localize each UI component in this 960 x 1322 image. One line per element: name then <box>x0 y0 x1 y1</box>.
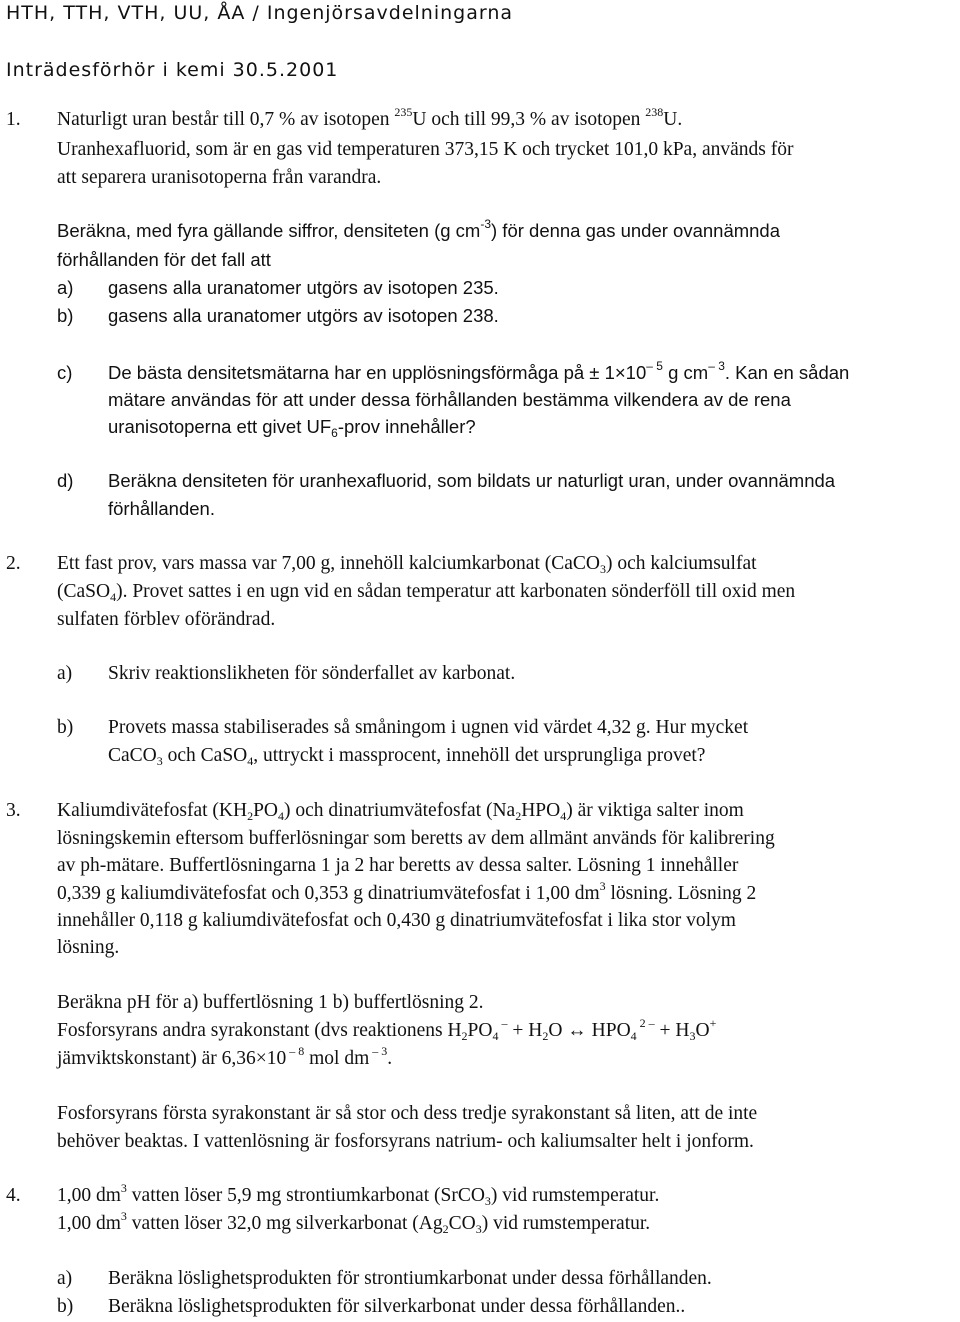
q3-constant-line: jämviktskonstant) är 6,36×10 $^{- 8}$ mol dm $^{- 3}$. <box>57 1044 393 1069</box>
header-exam-title: Inträdesförhör i kemi 30.5.2001 <box>6 59 339 81</box>
q2-a-text: Skriv reaktionslikheten för sönderfallet av karbonat. <box>108 663 516 684</box>
q4-line-1: 1,00 $dm^3$ vatten löser 5,9 mg strontiumkarbonat (SrCO$_3$) vid rumstemperatur. <box>57 1181 660 1208</box>
q1-b-text: gasens alla uranatomer utgörs av isotopen 238. <box>108 305 499 326</box>
q3-task: Beräkna pH för a) buffertlösning 1 b) buffertlösning 2. <box>57 992 484 1013</box>
q2-b-label: b) <box>57 717 74 738</box>
q1-c-line-1: De bästa densitetsmätarna har en upplösningsförmåga på ± $1\times 10^{- 5}$ g $cm^{- 3}$. Kan en sådan <box>108 359 850 383</box>
q1-number: 1. <box>6 109 21 130</box>
q1-line-3: att separera uranisotoperna från varandra. <box>57 167 382 188</box>
q2-line-3: sulfaten förblev oförändrad. <box>57 609 276 630</box>
q4-a-label: a) <box>57 1268 73 1289</box>
q3-line-3: av ph-mätare. Buffertlösningarna 1 ja 2 har beretts av dessa salter. Lösning 1 innehåller <box>57 855 739 876</box>
q4-b-text: Beräkna löslighetsprodukten för silverkarbonat under dessa förhållanden.. <box>108 1296 686 1317</box>
q3-line-4: 0,339 g kaliumdivätefosfat och 0,353 g dinatriumvätefosfat i 1,00 $dm^3$ lösning. Lösning 2 <box>57 879 757 904</box>
q2-number: 2. <box>6 553 21 574</box>
q2-line-1: Ett fast prov, vars massa var 7,00 g, innehöll kalciumkarbonat (CaCO$_3$) och kalciumsulfat <box>57 553 757 576</box>
q1-d-line-2: förhållanden. <box>108 498 215 519</box>
q2-a-label: a) <box>57 663 73 684</box>
q2-b-line-1: Provets massa stabiliserades så småningom i ugnen vid värdet 4,32 g. Hur mycket <box>108 717 749 738</box>
q1-d-label: d) <box>57 470 74 491</box>
header-departments: HTH, TTH, VTH, UU, ÅA / Ingenjörsavdelningarna <box>6 2 514 24</box>
q3-line-6: lösning. <box>57 937 120 958</box>
q1-d-line-1: Beräkna densiteten för uranhexafluorid, som bildats ur naturligt uran, under ovannämnda <box>108 470 836 491</box>
q3-line-1: Kaliumdivätefosfat $(KH_2PO_4)$ och dinatriumvätefosfat $(Na_2HPO_4)$ är viktiga salter inom <box>57 800 744 823</box>
q1-a-label: a) <box>57 277 74 298</box>
q3-note-line-1: Fosforsyrans första syrakonstant är så stor och dess tredje syrakonstant så liten, att de inte <box>57 1103 758 1124</box>
q3-number: 3. <box>6 800 21 821</box>
q1-c-line-3: uranisotoperna ett givet $UF_6$-prov innehåller? <box>108 416 476 440</box>
q1-c-line-2: mätare användas för att under dessa förhållanden bestämma vilkendera av de rena <box>108 389 791 410</box>
q4-b-label: b) <box>57 1296 74 1317</box>
q1-a-text: gasens alla uranatomer utgörs av isotopen 235. <box>108 277 499 298</box>
q1-c-label: c) <box>57 362 73 383</box>
q2-line-2: (CaSO$_4$). Provet sattes i en ugn vid en sådan temperatur att karbonaten sönderföll till oxid men <box>57 581 796 604</box>
q4-line-2: 1,00 $dm^3$ vatten löser 32,0 mg silverkarbonat $(Ag_2CO_3)$ vid rumstemperatur. <box>57 1209 651 1236</box>
q3-line-2: lösningskemin eftersom bufferlösningar som beretts av dem allmänt används för kalibrering <box>57 828 775 849</box>
q2-b-line-2: CaCO$_3$ och CaSO$_4$, uttryckt i massprocent, innehöll det ursprungliga provet? <box>108 745 706 768</box>
q1-prompt-line-2: förhållanden för det fall att <box>57 249 271 270</box>
q1-b-label: b) <box>57 305 74 326</box>
q4-number: 4. <box>6 1185 21 1206</box>
q3-line-5: innehåller 0,118 g kaliumdivätefosfat och 0,430 g dinatriumvätefosfat i lika stor volym <box>57 910 736 931</box>
q3-equation-line: Fosforsyrans andra syrakonstant (dvs reaktionens $H_2PO_4$ $^- + H_2O$ ↔ $HPO_4$ $^{2 -} + H_3O^+$ <box>57 1016 717 1043</box>
q1-line-2: Uranhexafluorid, som är en gas vid temperaturen 373,15 K och trycket 101,0 kPa, används för <box>57 139 794 160</box>
q1-prompt-line-1: Beräkna, med fyra gällande siffror, densiteten (g $cm^{-3}$) för denna gas under ovannämnda <box>57 217 781 241</box>
q3-note-line-2: behöver beaktas. I vattenlösning är fosforsyrans natrium- och kaliumsalter helt i jonform. <box>57 1131 754 1152</box>
q1-line-1: Naturligt uran består till 0,7 % av isotopen $^{235}$U och till 99,3 % av isotopen $^{238}$U. <box>57 105 683 130</box>
q4-a-text: Beräkna löslighetsprodukten för strontiumkarbonat under dessa förhållanden. <box>108 1268 712 1289</box>
